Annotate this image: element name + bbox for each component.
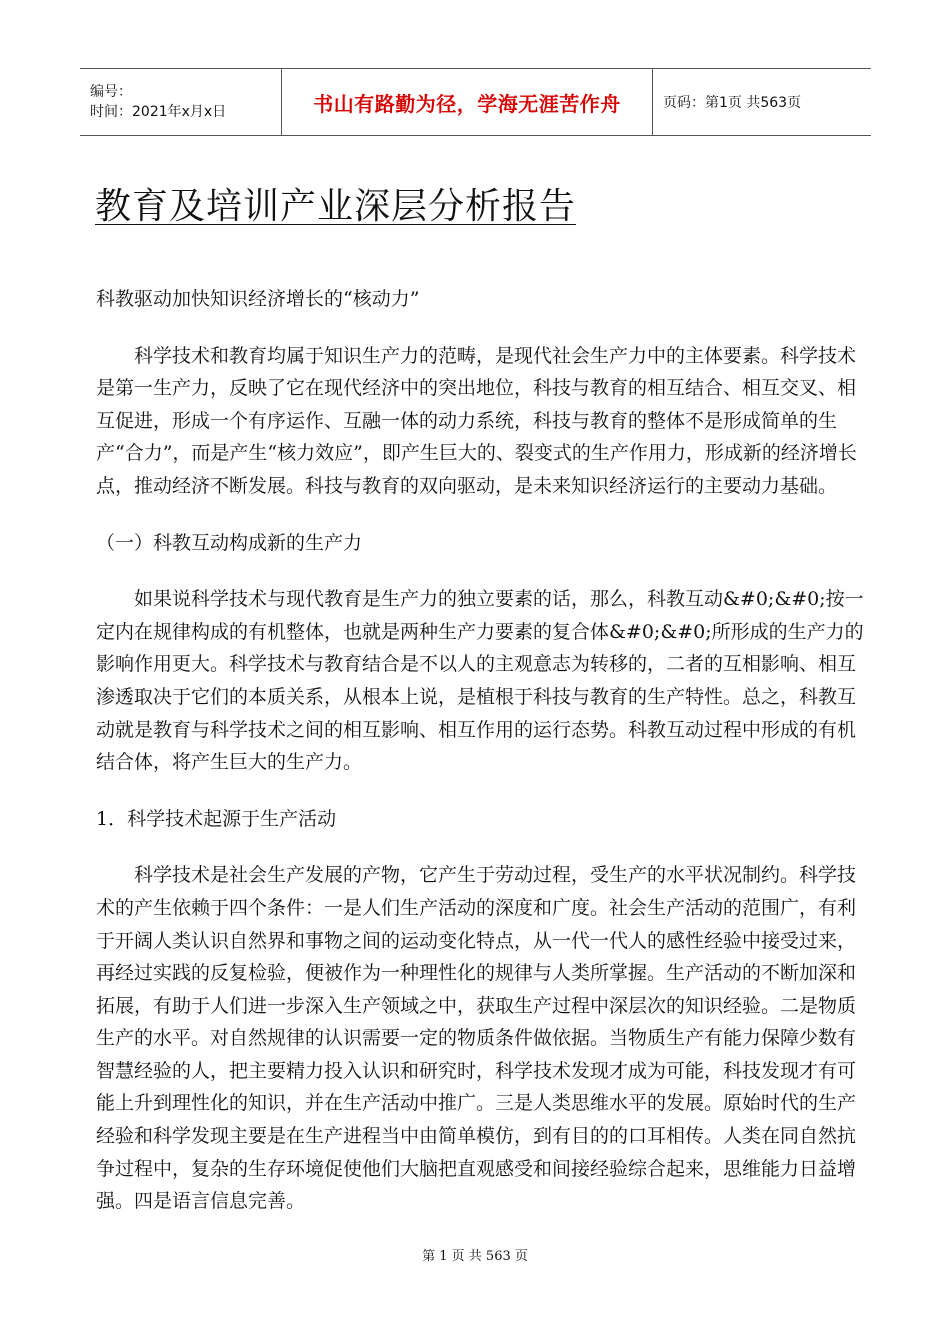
doc-date-label: 时间：2021年x月x日 — [90, 104, 227, 120]
header-page-info: 页码：第1页 共563页 — [663, 95, 802, 111]
section-heading: 科教驱动加快知识经济增长的“核动力” — [96, 288, 420, 310]
doc-number-label: 编号： — [90, 84, 132, 100]
header-page-cell — [653, 69, 871, 135]
header-meta — [80, 69, 281, 135]
page-footer: 第 1 页 共 563 页 — [422, 1249, 528, 1264]
header-motto-cell — [281, 69, 653, 135]
page-header — [80, 68, 871, 136]
paragraph-1: 科学技术和教育均属于知识生产力的范畴，是现代社会生产力中的主体要素。科学技术是第一生产力，反映了它在现代经济中的突出地位，科技与教育的相互结合、相互交叉、相互促进，形成一个有序运作、互融一体的动力系统，科技与教育的整体不是形成简单的生产“合力”，而是产生“核力效应”，即产生巨大的、裂变式的生产作用力，形成新的经济增长点，推动经济不断发展。科技与教育的双向驱动，是未来知识经济运行的主要动力基础。 — [96, 344, 857, 497]
subheading-1: （一）科教互动构成新的生产力 — [96, 531, 363, 554]
paragraph-2: 如果说科学技术与现代教育是生产力的独立要素的话，那么，科教互动&#0;&#0;按一定内在规律构成的有机整体，也就是两种生产力要素的复合体&#0;&#0;所形成的生产力的影响作用更大。科学技术与教育结合是不以人的主观意志为转移的，二者的互相影响、相互渗透取决于它们的本质关系，从根本上说，是植根于科技与教育的生产特性。总之，科教互动就是教育与科学技术之间的相互影响、相互作用的运行态势。科教互动过程中形成的有机结合体，将产生巨大的生产力。 — [96, 588, 864, 774]
document-title: 教育及培训产业深层分析报告 — [95, 186, 577, 227]
paragraph-3: 科学技术是社会生产发展的产物，它产生于劳动过程，受生产的水平状况制约。科学技术的产生依赖于四个条件：一是人们生产活动的深度和广度。社会生产活动的范围广，有利于开阔人类认识自然界和事物之间的运动变化特点，从一代一代人的感性经验中接受过来，再经过实践的反复检验，便被作为一种理性化的规律与人类所掌握。生产活动的不断加深和拓展，有助于人们进一步深入生产领域之中，获取生产过程中深层次的知识经验。二是物质生产的水平。对自然规律的认识需要一定的物质条件做依据。当物质生产有能力保障少数有智慧经验的人，把主要精力投入认识和研究时，科学技术发现才成为可能，科技发现才有可能上升到理性化的知识，并在生产活动中推广。三是人类思维水平的发展。原始时代的生产经验和科学发现主要是在生产进程当中由简单模仿，到有目的的口耳相传。人类在同自然抗争过程中，复杂的生存环境促使他们大脑把直观感受和间接经验综合起来，思维能力日益增强。四是语言信息完善。 — [96, 864, 857, 1213]
document-body — [96, 283, 872, 1242]
header-motto: 书山有路勤为径，学海无涯苦作舟 — [313, 91, 621, 116]
subheading-2: 1．科学技术起源于生产活动 — [96, 807, 337, 830]
